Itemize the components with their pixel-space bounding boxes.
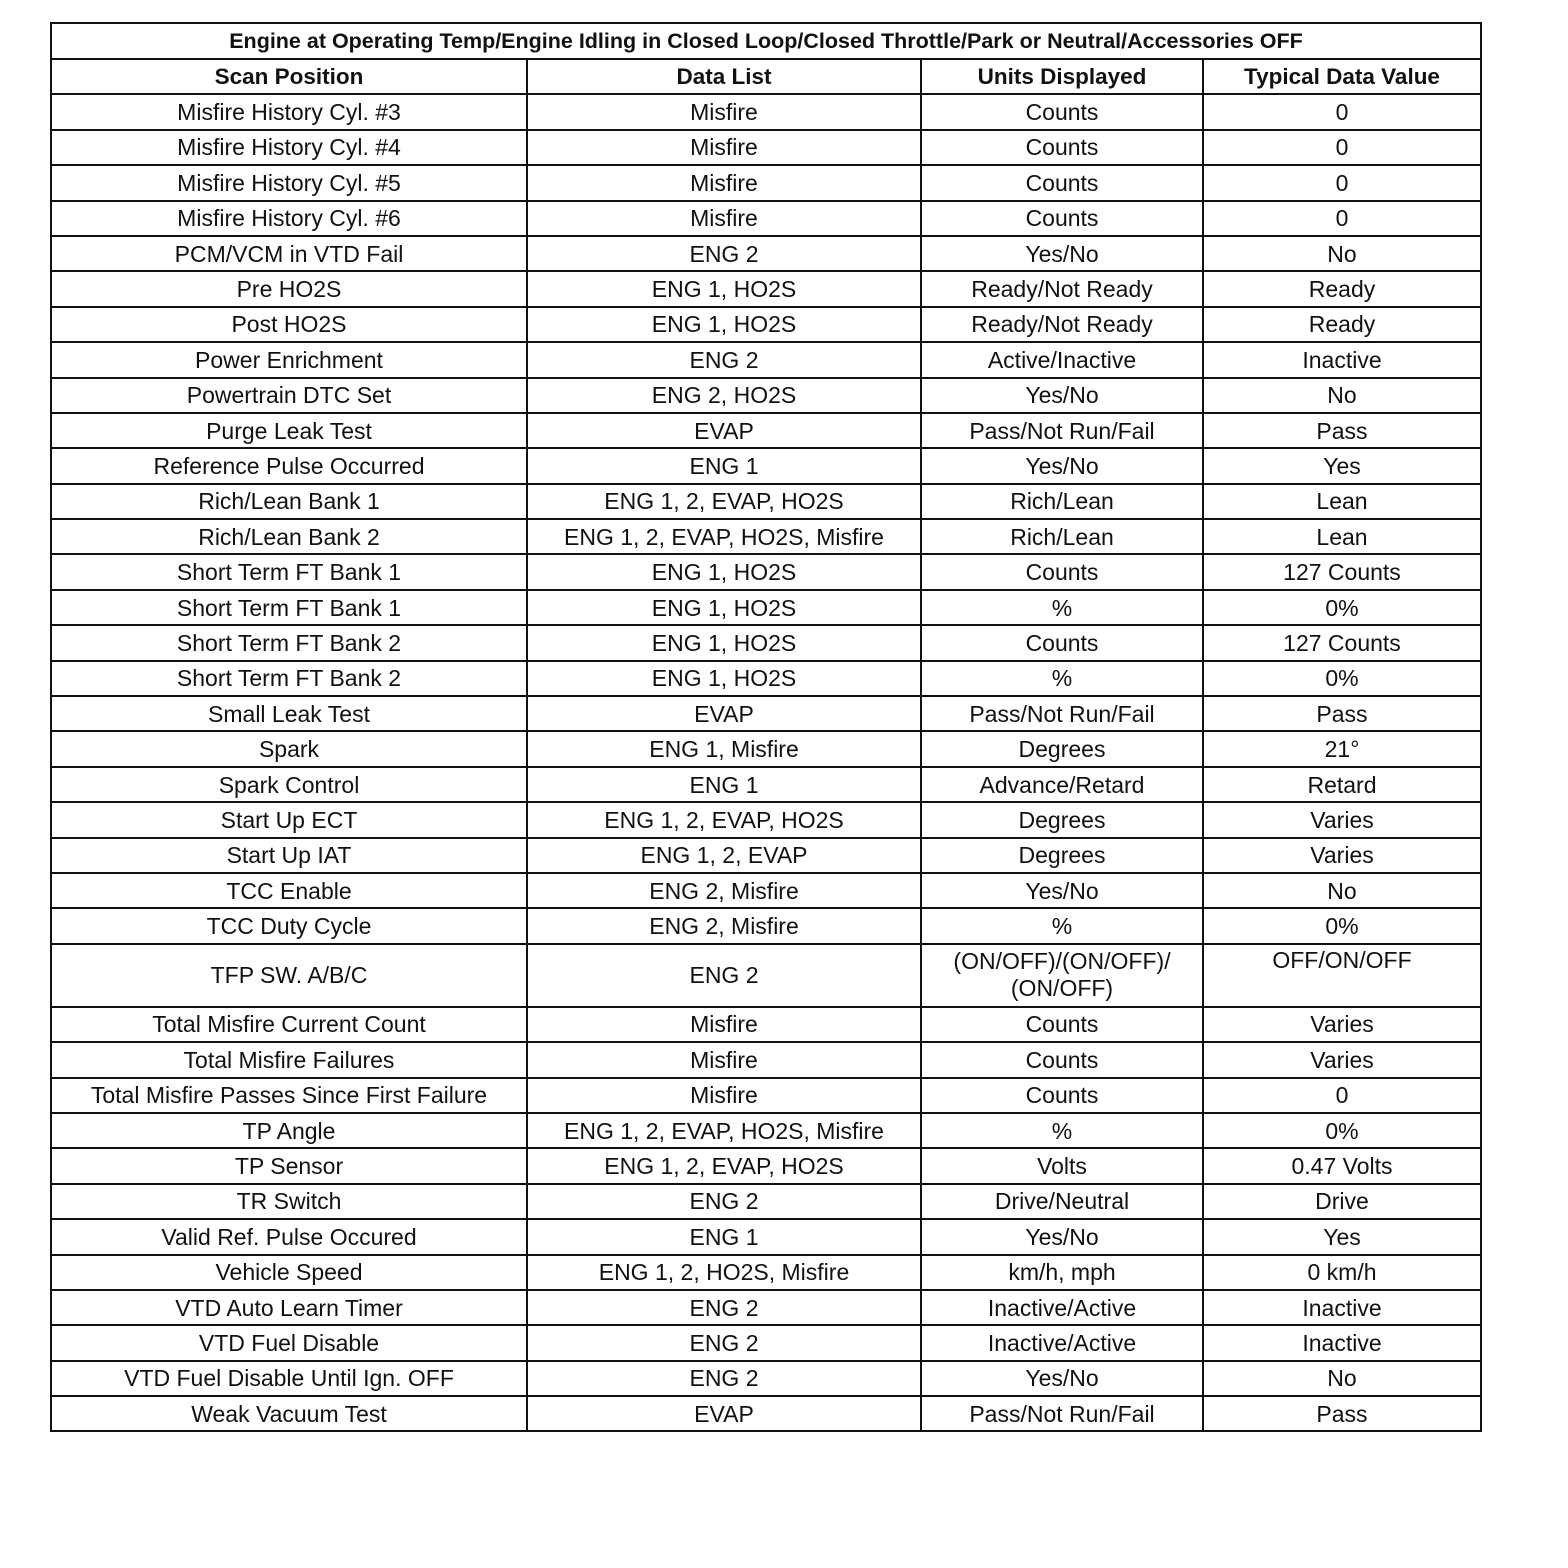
table-row [51, 1361, 1481, 1396]
scan-position-cell: Spark [51, 731, 527, 766]
table-body [51, 94, 1481, 1431]
data-list-cell: Misfire [527, 1078, 921, 1113]
scan-position-cell: Power Enrichment [51, 342, 527, 377]
scan-position-cell: PCM/VCM in VTD Fail [51, 236, 527, 271]
data-list-cell: ENG 2, Misfire [527, 873, 921, 908]
typical-data-value-cell: Ready [1203, 307, 1481, 342]
data-list-cell: ENG 1, Misfire [527, 731, 921, 766]
table-row [51, 625, 1481, 660]
table-row [51, 201, 1481, 236]
units-displayed-cell: Counts [921, 201, 1203, 236]
units-displayed-cell: Degrees [921, 802, 1203, 837]
table-row [51, 944, 1481, 1007]
data-list-cell: ENG 1, 2, EVAP, HO2S [527, 1148, 921, 1183]
data-list-cell: ENG 1, HO2S [527, 554, 921, 589]
table-row [51, 271, 1481, 306]
data-list-cell: ENG 1, HO2S [527, 271, 921, 306]
units-displayed-cell: Counts [921, 1042, 1203, 1077]
units-displayed-cell: Degrees [921, 838, 1203, 873]
table-row [51, 307, 1481, 342]
typical-data-value-cell: No [1203, 1361, 1481, 1396]
units-displayed-cell: Inactive/Active [921, 1325, 1203, 1360]
table-row [51, 378, 1481, 413]
data-list-cell: ENG 1, HO2S [527, 625, 921, 660]
units-displayed-cell: Yes/No [921, 378, 1203, 413]
data-list-cell: ENG 1 [527, 448, 921, 483]
typical-data-value-cell: Varies [1203, 1007, 1481, 1042]
table-row [51, 873, 1481, 908]
header-units-displayed: Units Displayed [921, 59, 1203, 94]
units-displayed-cell: Yes/No [921, 1219, 1203, 1254]
scan-data-sheet [50, 22, 1480, 1432]
typical-data-value-cell: Pass [1203, 1396, 1481, 1431]
scan-position-cell: Purge Leak Test [51, 413, 527, 448]
scan-position-cell: Small Leak Test [51, 696, 527, 731]
table-row [51, 731, 1481, 766]
typical-data-value-cell: Varies [1203, 838, 1481, 873]
typical-data-value-cell: 0 km/h [1203, 1255, 1481, 1290]
scan-position-cell: Weak Vacuum Test [51, 1396, 527, 1431]
scan-position-cell: Pre HO2S [51, 271, 527, 306]
data-list-cell: EVAP [527, 413, 921, 448]
units-displayed-cell: Yes/No [921, 873, 1203, 908]
table-row [51, 1148, 1481, 1183]
data-list-cell: Misfire [527, 201, 921, 236]
scan-position-cell: Post HO2S [51, 307, 527, 342]
scan-position-cell: Misfire History Cyl. #3 [51, 94, 527, 129]
typical-data-value-cell: 127 Counts [1203, 554, 1481, 589]
scan-position-cell: Misfire History Cyl. #4 [51, 130, 527, 165]
data-list-cell: ENG 2, HO2S [527, 378, 921, 413]
units-displayed-cell: Active/Inactive [921, 342, 1203, 377]
units-displayed-cell: Counts [921, 625, 1203, 660]
units-displayed-cell: Counts [921, 1078, 1203, 1113]
table-row [51, 484, 1481, 519]
units-displayed-cell: Counts [921, 1007, 1203, 1042]
data-list-cell: ENG 1, 2, EVAP, HO2S, Misfire [527, 1113, 921, 1148]
units-displayed-cell: Counts [921, 130, 1203, 165]
units-displayed-cell: Counts [921, 554, 1203, 589]
table-row [51, 1255, 1481, 1290]
units-displayed-cell: Volts [921, 1148, 1203, 1183]
table-row [51, 554, 1481, 589]
scan-position-cell: Reference Pulse Occurred [51, 448, 527, 483]
scan-data-table [50, 22, 1482, 1432]
data-list-cell: ENG 2, Misfire [527, 908, 921, 943]
scan-position-cell: Short Term FT Bank 2 [51, 661, 527, 696]
table-row [51, 590, 1481, 625]
table-row [51, 519, 1481, 554]
scan-position-cell: TCC Enable [51, 873, 527, 908]
scan-position-cell: Powertrain DTC Set [51, 378, 527, 413]
data-list-cell: ENG 1, 2, EVAP, HO2S [527, 802, 921, 837]
header-data-list: Data List [527, 59, 921, 94]
data-list-cell: Misfire [527, 94, 921, 129]
table-head [51, 23, 1481, 94]
scan-position-cell: TP Sensor [51, 1148, 527, 1183]
scan-position-cell: Misfire History Cyl. #5 [51, 165, 527, 200]
table-row [51, 1113, 1481, 1148]
table-row [51, 1007, 1481, 1042]
table-row [51, 767, 1481, 802]
scan-position-cell: Start Up ECT [51, 802, 527, 837]
table-row [51, 165, 1481, 200]
table-row [51, 1219, 1481, 1254]
units-displayed-cell: Yes/No [921, 236, 1203, 271]
typical-data-value-cell: 0% [1203, 661, 1481, 696]
data-list-cell: ENG 1, 2, EVAP [527, 838, 921, 873]
data-list-cell: ENG 1, HO2S [527, 307, 921, 342]
units-displayed-cell: Ready/Not Ready [921, 307, 1203, 342]
typical-data-value-cell: Drive [1203, 1184, 1481, 1219]
scan-position-cell: VTD Fuel Disable [51, 1325, 527, 1360]
typical-data-value-cell: Varies [1203, 1042, 1481, 1077]
units-displayed-cell: Counts [921, 94, 1203, 129]
scan-position-cell: Misfire History Cyl. #6 [51, 201, 527, 236]
table-row [51, 908, 1481, 943]
table-row [51, 802, 1481, 837]
units-displayed-cell: (ON/OFF)/(ON/OFF)/ (ON/OFF) [921, 944, 1203, 1007]
scan-position-cell: Total Misfire Passes Since First Failure [51, 1078, 527, 1113]
scan-position-cell: Short Term FT Bank 1 [51, 590, 527, 625]
scan-position-cell: VTD Fuel Disable Until Ign. OFF [51, 1361, 527, 1396]
scan-position-cell: Total Misfire Failures [51, 1042, 527, 1077]
units-displayed-cell: Counts [921, 165, 1203, 200]
units-displayed-cell: % [921, 661, 1203, 696]
data-list-cell: ENG 2 [527, 1325, 921, 1360]
typical-data-value-cell: 0.47 Volts [1203, 1148, 1481, 1183]
scan-position-cell: Spark Control [51, 767, 527, 802]
table-row [51, 342, 1481, 377]
units-displayed-cell: Pass/Not Run/Fail [921, 1396, 1203, 1431]
scan-position-cell: Vehicle Speed [51, 1255, 527, 1290]
typical-data-value-cell: 127 Counts [1203, 625, 1481, 660]
typical-data-value-cell: OFF/ON/OFF [1203, 944, 1481, 1007]
data-list-cell: ENG 1 [527, 767, 921, 802]
data-list-cell: Misfire [527, 165, 921, 200]
header-row [51, 59, 1481, 94]
table-row [51, 448, 1481, 483]
data-list-cell: ENG 1, 2, HO2S, Misfire [527, 1255, 921, 1290]
table-row [51, 236, 1481, 271]
units-displayed-cell: % [921, 590, 1203, 625]
typical-data-value-cell: No [1203, 378, 1481, 413]
typical-data-value-cell: Yes [1203, 448, 1481, 483]
scan-position-cell: TFP SW. A/B/C [51, 944, 527, 1007]
table-row [51, 661, 1481, 696]
data-list-cell: ENG 2 [527, 1361, 921, 1396]
scan-position-cell: Short Term FT Bank 1 [51, 554, 527, 589]
data-list-cell: ENG 2 [527, 236, 921, 271]
data-list-cell: Misfire [527, 1042, 921, 1077]
units-displayed-cell: % [921, 908, 1203, 943]
typical-data-value-cell: Pass [1203, 413, 1481, 448]
typical-data-value-cell: 0% [1203, 908, 1481, 943]
table-row [51, 1184, 1481, 1219]
data-list-cell: ENG 1, HO2S [527, 661, 921, 696]
scan-position-cell: Valid Ref. Pulse Occured [51, 1219, 527, 1254]
typical-data-value-cell: Lean [1203, 519, 1481, 554]
units-displayed-cell: Rich/Lean [921, 484, 1203, 519]
data-list-cell: EVAP [527, 696, 921, 731]
typical-data-value-cell: Pass [1203, 696, 1481, 731]
header-typical-data-value: Typical Data Value [1203, 59, 1481, 94]
units-displayed-cell: Rich/Lean [921, 519, 1203, 554]
data-list-cell: ENG 2 [527, 342, 921, 377]
table-row [51, 1078, 1481, 1113]
data-list-cell: ENG 1, HO2S [527, 590, 921, 625]
table-row [51, 413, 1481, 448]
table-row [51, 1042, 1481, 1077]
typical-data-value-cell: 0 [1203, 165, 1481, 200]
typical-data-value-cell: Inactive [1203, 342, 1481, 377]
typical-data-value-cell: Yes [1203, 1219, 1481, 1254]
typical-data-value-cell: 0% [1203, 1113, 1481, 1148]
typical-data-value-cell: 0 [1203, 130, 1481, 165]
table-row [51, 1325, 1481, 1360]
typical-data-value-cell: Inactive [1203, 1325, 1481, 1360]
units-displayed-cell: Pass/Not Run/Fail [921, 696, 1203, 731]
scan-position-cell: TCC Duty Cycle [51, 908, 527, 943]
scan-position-cell: TR Switch [51, 1184, 527, 1219]
units-displayed-cell: Pass/Not Run/Fail [921, 413, 1203, 448]
typical-data-value-cell: 21° [1203, 731, 1481, 766]
typical-data-value-cell: Ready [1203, 271, 1481, 306]
units-displayed-cell: km/h, mph [921, 1255, 1203, 1290]
table-title: Engine at Operating Temp/Engine Idling in Closed Loop/Closed Throttle/Park or Neutral/Accessories OFF [51, 23, 1481, 59]
typical-data-value-cell: 0 [1203, 1078, 1481, 1113]
data-list-cell: ENG 2 [527, 1184, 921, 1219]
data-list-cell: ENG 1, 2, EVAP, HO2S, Misfire [527, 519, 921, 554]
scan-position-cell: Start Up IAT [51, 838, 527, 873]
data-list-cell: ENG 1, 2, EVAP, HO2S [527, 484, 921, 519]
data-list-cell: Misfire [527, 130, 921, 165]
data-list-cell: ENG 2 [527, 944, 921, 1007]
units-displayed-cell: Inactive/Active [921, 1290, 1203, 1325]
header-scan-position: Scan Position [51, 59, 527, 94]
table-row [51, 94, 1481, 129]
units-displayed-cell: Yes/No [921, 448, 1203, 483]
units-displayed-cell: Degrees [921, 731, 1203, 766]
scan-position-cell: TP Angle [51, 1113, 527, 1148]
table-row [51, 696, 1481, 731]
scan-position-cell: Rich/Lean Bank 1 [51, 484, 527, 519]
scan-position-cell: VTD Auto Learn Timer [51, 1290, 527, 1325]
table-row [51, 1396, 1481, 1431]
units-displayed-cell: Ready/Not Ready [921, 271, 1203, 306]
typical-data-value-cell: No [1203, 873, 1481, 908]
scan-position-cell: Rich/Lean Bank 2 [51, 519, 527, 554]
title-row [51, 23, 1481, 59]
data-list-cell: EVAP [527, 1396, 921, 1431]
table-row [51, 130, 1481, 165]
scan-position-cell: Short Term FT Bank 2 [51, 625, 527, 660]
data-list-cell: ENG 1 [527, 1219, 921, 1254]
table-row [51, 1290, 1481, 1325]
units-displayed-cell: % [921, 1113, 1203, 1148]
units-displayed-cell: Advance/Retard [921, 767, 1203, 802]
scan-position-cell: Total Misfire Current Count [51, 1007, 527, 1042]
typical-data-value-cell: 0 [1203, 201, 1481, 236]
typical-data-value-cell: Lean [1203, 484, 1481, 519]
units-displayed-cell: Drive/Neutral [921, 1184, 1203, 1219]
data-list-cell: Misfire [527, 1007, 921, 1042]
typical-data-value-cell: 0% [1203, 590, 1481, 625]
typical-data-value-cell: Varies [1203, 802, 1481, 837]
typical-data-value-cell: Inactive [1203, 1290, 1481, 1325]
typical-data-value-cell: Retard [1203, 767, 1481, 802]
table-row [51, 838, 1481, 873]
units-displayed-cell: Yes/No [921, 1361, 1203, 1396]
typical-data-value-cell: No [1203, 236, 1481, 271]
data-list-cell: ENG 2 [527, 1290, 921, 1325]
typical-data-value-cell: 0 [1203, 94, 1481, 129]
